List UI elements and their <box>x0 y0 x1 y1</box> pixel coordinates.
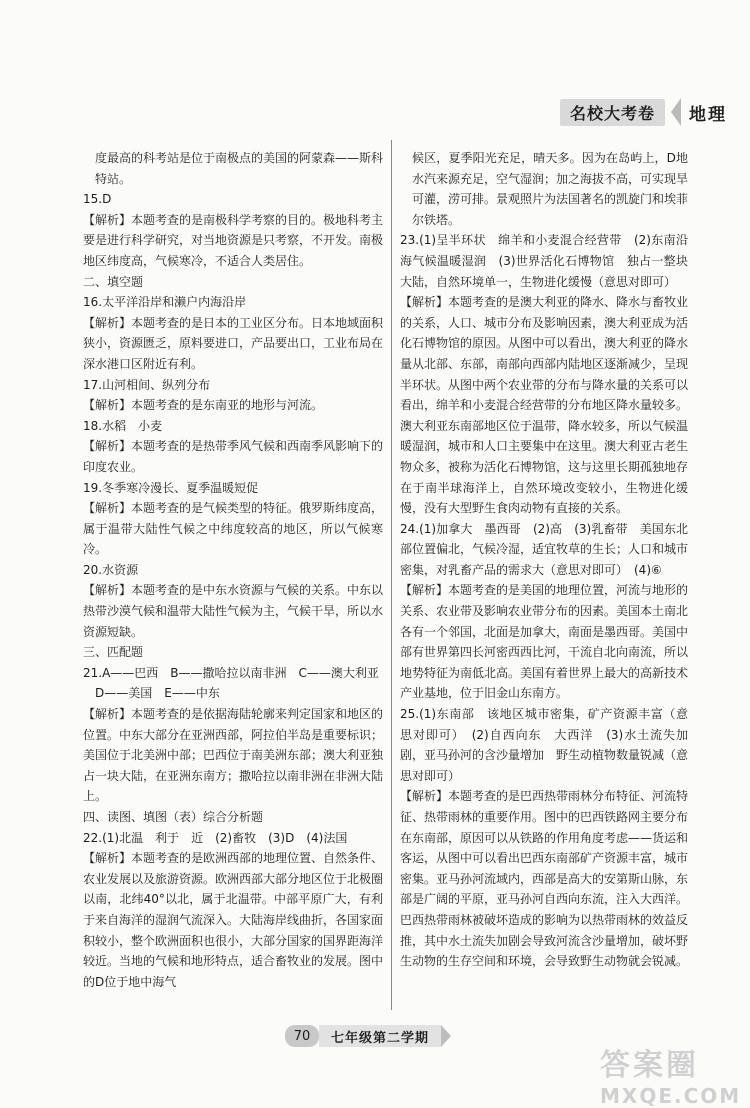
series-tag: 名校大考卷 <box>560 99 665 126</box>
right-paragraph: 25.(1)东南部 该地区城市密集，矿产资源丰富（意思对即可） (2)自西向东 大西洋 (3)水土流失加剧，亚马孙河的含沙量增加 野生动植物数量锐减（意思对即可） <box>400 707 689 783</box>
watermark-logo: 答案圈 <box>600 1048 699 1083</box>
left-paragraph: 18.水稻 小麦 <box>83 418 163 433</box>
left-paragraph: 【解析】本题考查的是南极科学考察的目的。极地科考主要是进行科学研究，对当地资源是只考察，不开发。南极地区纬度高，气候寒冷，不适合人类居住。 <box>83 212 384 268</box>
grade-label: 七年级第二学期 <box>319 1025 441 1047</box>
left-paragraph: 度最高的科考站是位于南极点的美国的阿蒙森——斯科特站。 <box>95 151 384 186</box>
left-paragraph: 17.山河相间、纵列分布 <box>83 377 211 392</box>
right-paragraph: 23.(1)呈半环状 绵羊和小麦混合经营带 (2)东南沿海气候温暖湿润 (3)世界活化石博物馆 独占一整块大陆，自然环境单一，生物进化缓慢（意思对即可） <box>400 233 688 289</box>
column-divider <box>391 140 392 1010</box>
left-paragraph: 19.冬季寒冷漫长、夏季温暖短促 <box>83 480 259 495</box>
left-paragraph: 【解析】本题考查的是东南亚的地形与河流。 <box>83 398 324 413</box>
left-paragraph: 【解析】本题考查的是中东水资源与气候的关系。中东以热带沙漠气候和温带大陆性气候为主，气候干旱，所以水资源短缺。 <box>83 583 384 639</box>
right-column <box>400 148 688 972</box>
right-paragraph: 候区，夏季阳光充足，晴天多。因为在岛屿上，D地水汽来源充足，空气湿润；加之海拔不高，可实现旱可灌，涝可排。景观照片为法国著名的凯旋门和埃菲尔铁塔。 <box>412 151 689 227</box>
right-paragraph: 【解析】本题考查的是澳大利亚的降水、降水与畜牧业的关系，人口、城市分布及影响因素，澳大利亚成为活化石博物馆的原因。从图中可以看出，澳大利亚的降水量从北部、东部，南部向西部内陆地区逐渐减少，呈现半环状。从图中两个农业带的分布与降水量的关系可以看出，绵羊和小麦混合经营带的分布地区降水量较多。澳大利亚东南部地区位于温带，降水较多，所以气候温暖湿润，城市和人口主要集中在这里。澳大利亚古老生物众多，被称为活化石博物馆，这与这里长期孤独地存在于南半球海洋上，自然环境改变较小，生物进化缓慢，没有大型野生食肉动物有直接的关系。 <box>400 295 689 516</box>
left-paragraph: 22.(1)北温 利于 近 (2)畜牧 (3)D (4)法国 <box>83 830 348 845</box>
arrow-icon <box>441 1025 451 1047</box>
left-paragraph: 16.太平洋沿岸和濑户内海沿岸 <box>83 295 247 310</box>
left-paragraph: 二、填空题 <box>83 274 144 289</box>
left-paragraph: 20.水资源 <box>83 562 139 577</box>
right-paragraph: 【解析】本题考查的是美国的地理位置，河流与地形的关系、农业带及影响农业带分布的因素。美国本土南北各有一个邻国，北面是加拿大，南面是墨西哥。美国中部有世界第四长河密西西比河，干流自北向南流，所以地势特征为南低北高。美国有着世界上最大的高新技术产业基地，位于旧金山东南方。 <box>400 583 689 701</box>
right-paragraph: 24.(1)加拿大 墨西哥 (2)高 (3)乳畜带 美国东北部位置偏北，气候冷湿，适宜牧草的生长；人口和城市密集，对乳畜产品的需求大（意思对即可） (4)⑥ <box>400 521 689 577</box>
left-paragraph: 【解析】本题考查的是日本的工业区分布。日本地域面积狭小，资源匮乏，原料要进口，产品要出口，工业布局在深水港口区附近有利。 <box>83 315 384 371</box>
watermark-url: MXQE.COM <box>600 1084 742 1108</box>
right-paragraph: 【解析】本题考查的是巴西热带雨林分布特征、河流特征、热带雨林的重要作用。图中的巴西铁路网主要分布在东南部，原因可以从铁路的作用角度考虑——货运和客运，从图中可以看出巴西东南部矿产资源丰富，城市密集。亚马孙河流域内，西部是高大的安第斯山脉，东部是广阔的平原，亚马孙河自西向东流，注入大西洋。巴西热带雨林被破坏造成的影响为以热带雨林的效益反推，其中水土流失加剧会导致河流含沙量增加，破坏野生动物的生存空间和环境，会导致野生动物就会锐减。 <box>400 789 689 969</box>
page-number: 70 <box>285 1025 319 1047</box>
page-header <box>560 98 727 126</box>
left-paragraph: D——美国 E——中东 <box>95 686 220 701</box>
left-paragraph: 21.A——巴西 B——撒哈拉以南非洲 C——澳大利亚 <box>83 665 379 680</box>
left-paragraph: 【解析】本题考查的是依据海陆轮廓来判定国家和地区的位置。中东大部分在亚洲西部，阿拉伯半岛是重要标识；美国位于北美洲中部；巴西位于南美洲东部；澳大利亚独占一块大陆，在亚洲东南方；撒哈拉以南非洲在非洲大陆上。 <box>83 707 384 804</box>
subject-label: 地理 <box>689 104 728 125</box>
watermark <box>600 1040 742 1108</box>
left-paragraph: 【解析】本题考查的是气候类型的特征。俄罗斯纬度高，属于温带大陆性气候之中纬度较高的地区，所以气候寒冷。 <box>83 501 384 557</box>
left-paragraph: 三、匹配题 <box>83 645 144 660</box>
left-paragraph: 四、读图、填图（表）综合分析题 <box>83 810 264 824</box>
left-paragraph: 15.D <box>83 192 112 207</box>
left-paragraph: 【解析】本题考查的是热带季风气候和西南季风影响下的印度农业。 <box>83 439 384 474</box>
left-paragraph: 【解析】本题考查的是欧洲西部的地理位置、自然条件、农业发展以及旅游资源。欧洲西部大部分地区位于北极圈以南，北纬40°以北，属于北温带。中部平原广大，有利于来自海洋的湿润气流深入。大陆海岸线曲折，各国家面积较小，整个欧洲面积也很小，大部分国家的国界距海洋较近。当地的气候和地形特点，适合畜牧业的发展。图中的D位于地中海气 <box>83 851 384 989</box>
page-footer <box>285 1023 460 1049</box>
chevron-icon <box>671 98 681 126</box>
left-column <box>83 148 383 992</box>
